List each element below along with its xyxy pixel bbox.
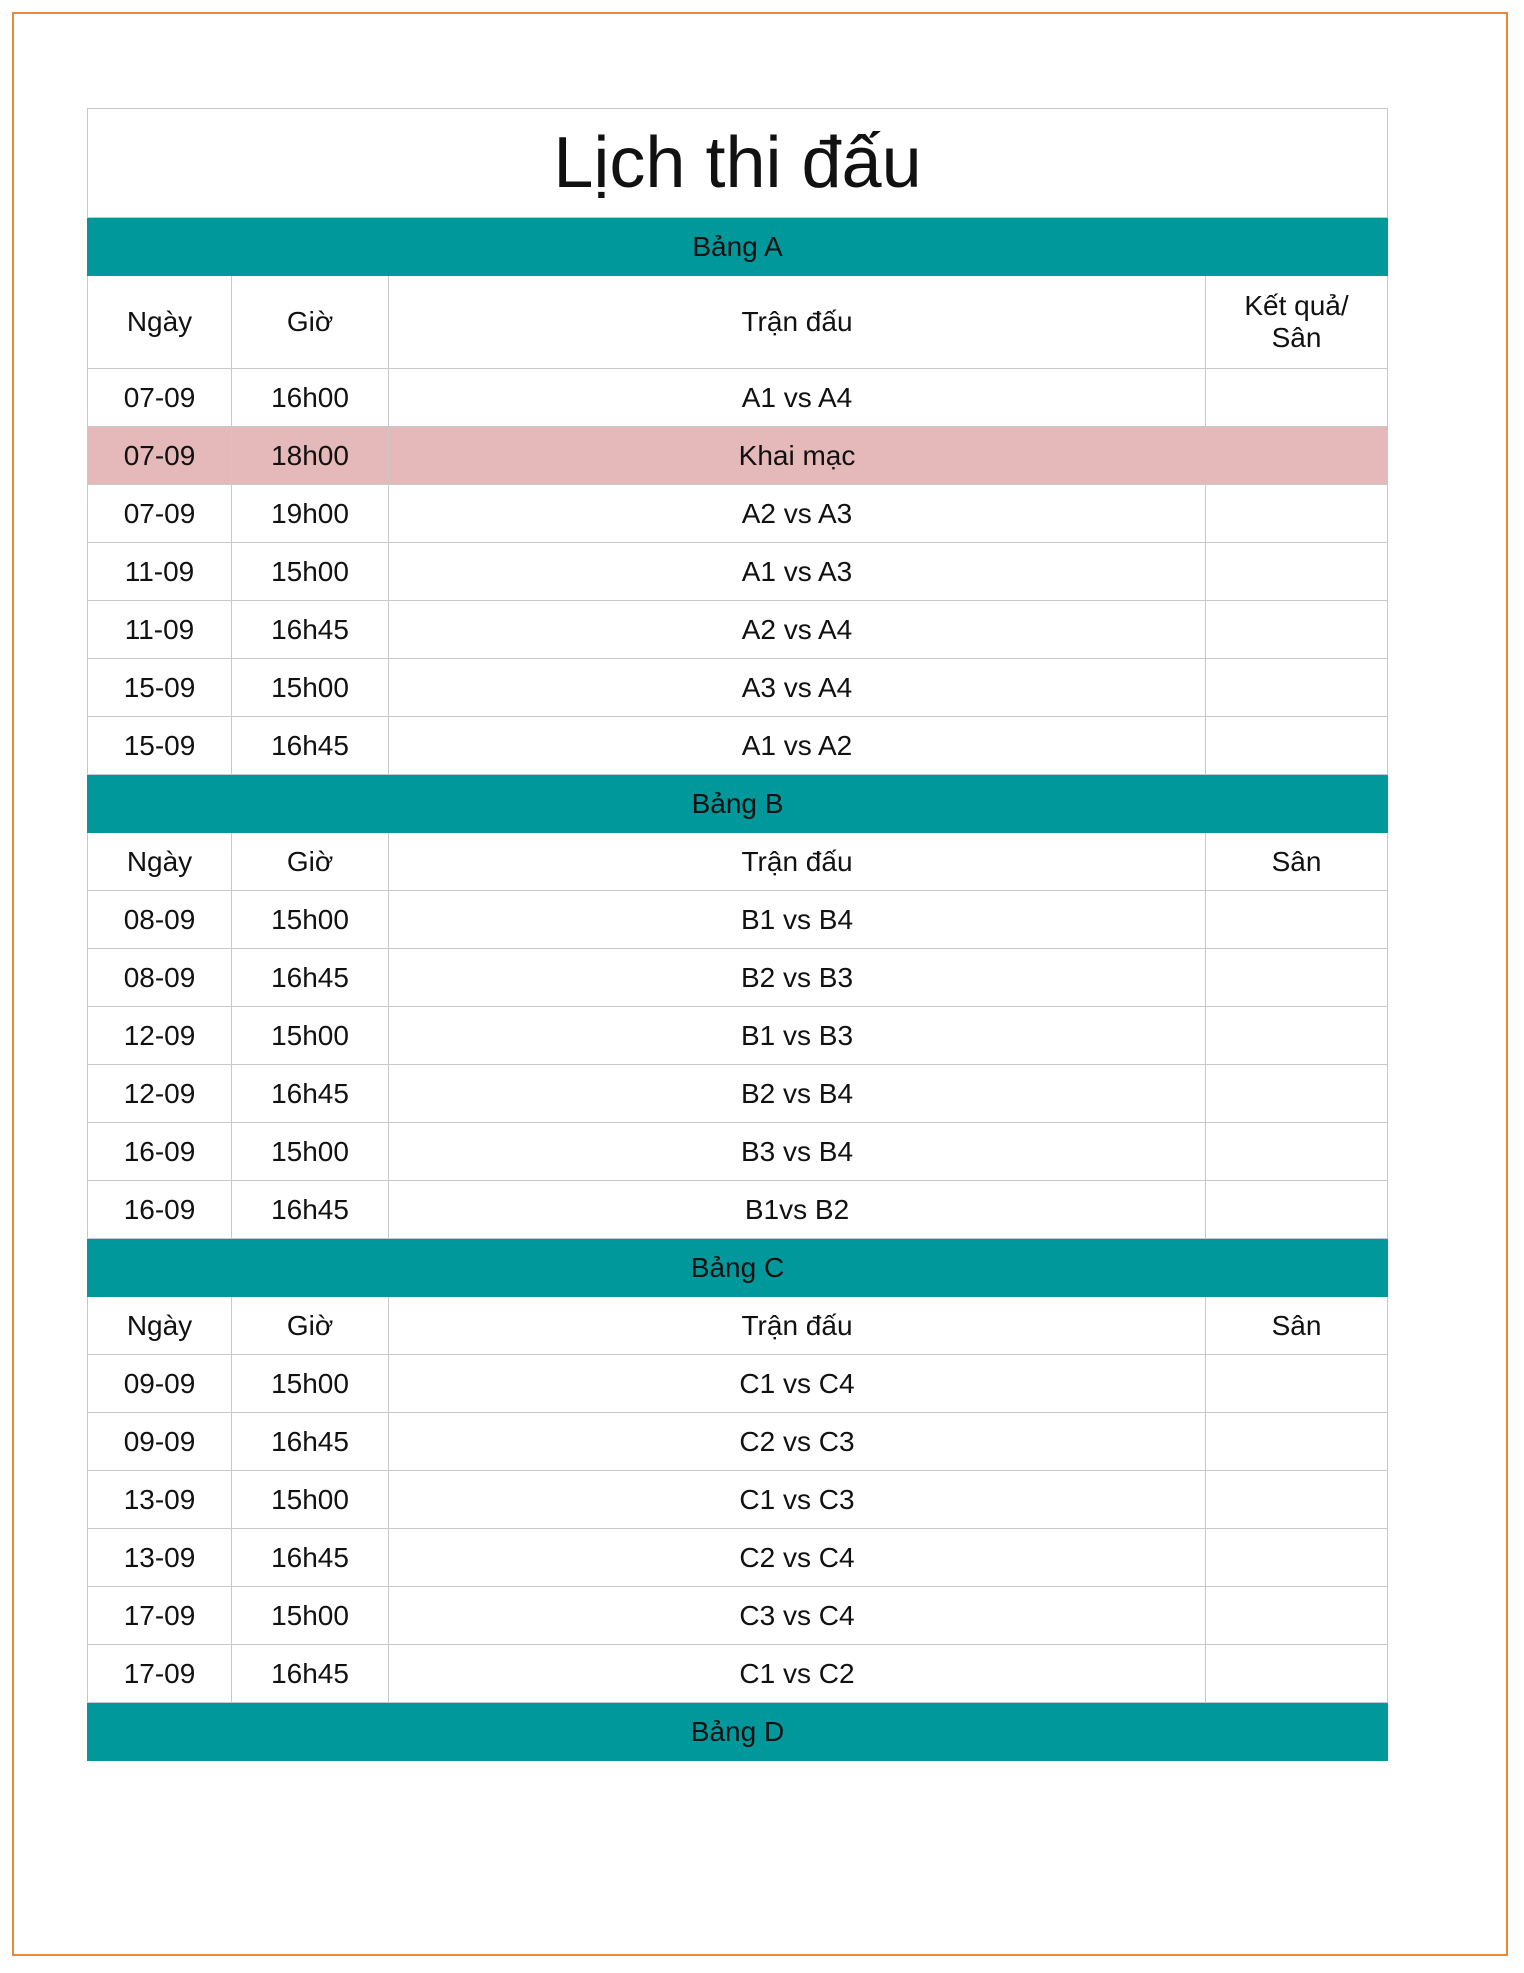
cell-result [1206,369,1388,427]
group-title: Bảng D [88,1703,1388,1761]
cell-match: B2 vs B4 [389,1065,1206,1123]
cell-result [1206,543,1388,601]
cell-date: 11-09 [88,601,232,659]
cell-result [1206,1529,1388,1587]
header-match: Trận đấu [389,833,1206,891]
cell-date: 17-09 [88,1587,232,1645]
table-row [88,949,1388,1007]
table-row [88,1587,1388,1645]
cell-match: B2 vs B3 [389,949,1206,1007]
page-title: Lịch thi đấu [88,109,1388,218]
cell-match: A2 vs A3 [389,485,1206,543]
cell-time: 18h00 [232,427,389,485]
header-date: Ngày [88,833,232,891]
column-header-row [88,276,1388,369]
cell-match: C1 vs C4 [389,1355,1206,1413]
cell-result [1206,891,1388,949]
cell-time: 16h45 [232,601,389,659]
cell-time: 19h00 [232,485,389,543]
cell-result [1206,1471,1388,1529]
cell-match: B1 vs B4 [389,891,1206,949]
cell-match: A1 vs A4 [389,369,1206,427]
cell-match: B1vs B2 [389,1181,1206,1239]
table-row [88,1471,1388,1529]
cell-time: 15h00 [232,891,389,949]
schedule-table [87,108,1388,1761]
cell-match: A2 vs A4 [389,601,1206,659]
cell-date: 13-09 [88,1471,232,1529]
cell-time: 16h45 [232,1529,389,1587]
cell-time: 15h00 [232,1007,389,1065]
cell-date: 11-09 [88,543,232,601]
cell-date: 07-09 [88,369,232,427]
cell-result [1206,717,1388,775]
cell-date: 12-09 [88,1007,232,1065]
cell-match: C1 vs C2 [389,1645,1206,1703]
table-row [88,717,1388,775]
column-header-row [88,1297,1388,1355]
cell-match: A1 vs A3 [389,543,1206,601]
table-row-opening [88,427,1388,485]
header-match: Trận đấu [389,276,1206,369]
table-row [88,1065,1388,1123]
group-title: Bảng A [88,218,1388,276]
title-row [88,109,1388,218]
table-row [88,891,1388,949]
cell-result [1206,1123,1388,1181]
column-header-row [88,833,1388,891]
cell-time: 15h00 [232,1471,389,1529]
cell-result [1206,1007,1388,1065]
cell-date: 08-09 [88,949,232,1007]
header-time: Giờ [232,1297,389,1355]
cell-time: 16h45 [232,717,389,775]
cell-match: B3 vs B4 [389,1123,1206,1181]
header-result-line1: Kết quả/ [1244,289,1349,321]
cell-time: 16h45 [232,1181,389,1239]
group-header-row [88,775,1388,833]
cell-match: C2 vs C4 [389,1529,1206,1587]
cell-result [1206,949,1388,1007]
cell-result [1206,1065,1388,1123]
cell-date: 17-09 [88,1645,232,1703]
cell-match: A1 vs A2 [389,717,1206,775]
cell-time: 16h45 [232,949,389,1007]
cell-date: 13-09 [88,1529,232,1587]
table-row [88,1355,1388,1413]
table-row [88,1123,1388,1181]
cell-match: C2 vs C3 [389,1413,1206,1471]
cell-match: C1 vs C3 [389,1471,1206,1529]
cell-date: 07-09 [88,427,232,485]
cell-time: 15h00 [232,1123,389,1181]
cell-time: 16h00 [232,369,389,427]
cell-date: 15-09 [88,659,232,717]
cell-match: B1 vs B3 [389,1007,1206,1065]
cell-result [1206,601,1388,659]
table-row [88,601,1388,659]
table-row [88,1181,1388,1239]
header-result [1206,276,1388,369]
table-row [88,543,1388,601]
group-header-row [88,1703,1388,1761]
cell-date: 07-09 [88,485,232,543]
cell-match: C3 vs C4 [389,1587,1206,1645]
cell-result [1206,1355,1388,1413]
cell-time: 16h45 [232,1065,389,1123]
table-row [88,369,1388,427]
table-row [88,1413,1388,1471]
header-result: Sân [1206,1297,1388,1355]
cell-result [1206,1413,1388,1471]
table-row [88,659,1388,717]
cell-result [1206,485,1388,543]
cell-date: 16-09 [88,1181,232,1239]
group-title: Bảng C [88,1239,1388,1297]
header-date: Ngày [88,276,232,369]
table-row [88,1645,1388,1703]
cell-result [1206,1181,1388,1239]
header-result-line2: Sân [1271,322,1322,353]
cell-result [1206,1645,1388,1703]
group-header-row [88,1239,1388,1297]
cell-date: 15-09 [88,717,232,775]
cell-date: 09-09 [88,1413,232,1471]
cell-time: 16h45 [232,1413,389,1471]
cell-result [1206,427,1388,485]
header-time: Giờ [232,833,389,891]
header-match: Trận đấu [389,1297,1206,1355]
cell-time: 15h00 [232,1355,389,1413]
cell-result [1206,1587,1388,1645]
table-row [88,485,1388,543]
schedule-sheet [87,108,1387,1761]
cell-time: 15h00 [232,543,389,601]
header-date: Ngày [88,1297,232,1355]
group-title: Bảng B [88,775,1388,833]
cell-date: 16-09 [88,1123,232,1181]
header-time: Giờ [232,276,389,369]
cell-result [1206,659,1388,717]
header-result: Sân [1206,833,1388,891]
cell-time: 15h00 [232,659,389,717]
cell-time: 15h00 [232,1587,389,1645]
cell-date: 12-09 [88,1065,232,1123]
cell-match: Khai mạc [389,427,1206,485]
cell-date: 09-09 [88,1355,232,1413]
cell-match: A3 vs A4 [389,659,1206,717]
cell-time: 16h45 [232,1645,389,1703]
group-header-row [88,218,1388,276]
cell-date: 08-09 [88,891,232,949]
table-row [88,1529,1388,1587]
table-row [88,1007,1388,1065]
